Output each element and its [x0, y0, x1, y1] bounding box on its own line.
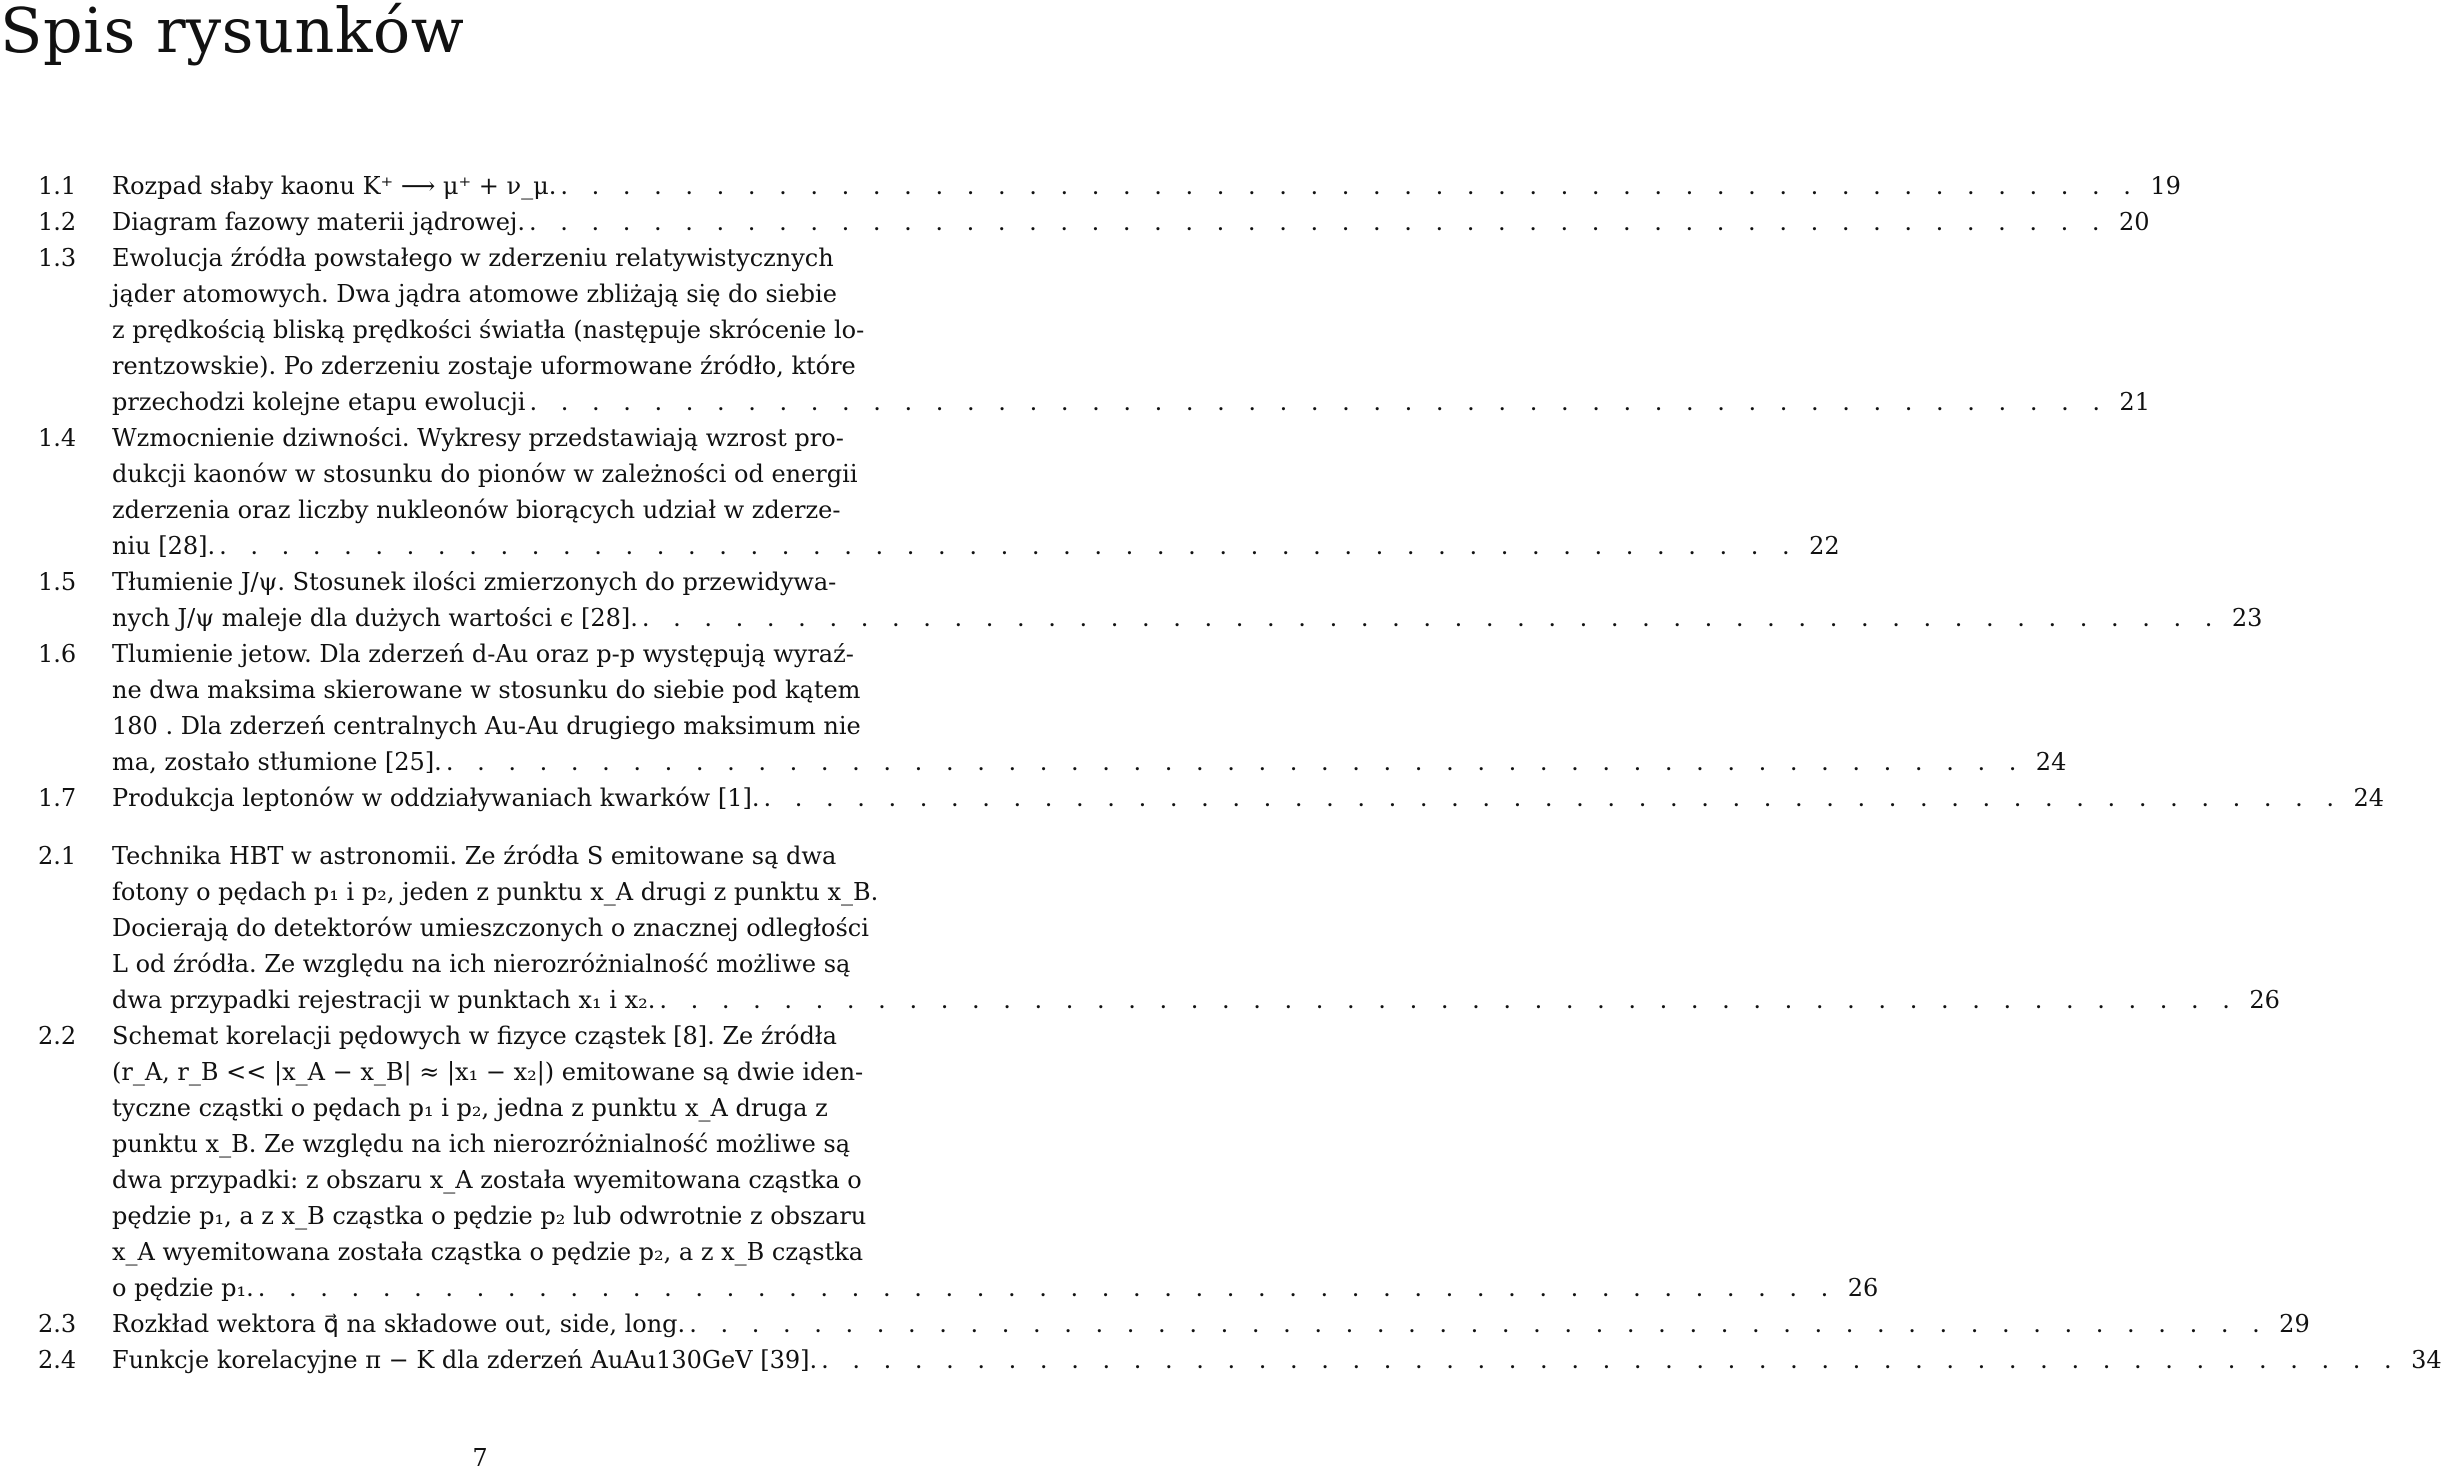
figure-caption — [112, 204, 2150, 240]
page-ref[interactable]: 24 — [2353, 784, 2384, 812]
caption-last-text: Funkcje korelacyjne π − K dla zderzeń AuAu130GeV [39]. — [112, 1346, 818, 1374]
caption-last-text: Rozkład wektora q⃗ na składowe out, side, long. — [112, 1310, 686, 1338]
caption-last-line — [112, 168, 2181, 204]
caption-line: punktu x_B. Ze względu na ich nierozróżnialność możliwe są — [112, 1130, 851, 1158]
dot-leader: . . . . . . . . . . . . . . . . . . . . . . . . . . . . . . . . . . . . . . . . . . . . . . . . . . . — [560, 172, 2139, 200]
caption-line: Ewolucja źródła powstałego w zderzeniu relatywistycznych — [112, 244, 834, 272]
caption-last-line — [112, 204, 2150, 240]
dot-leader: . . . . . . . . . . . . . . . . . . . . . . . . . . . . . . . . . . . . . . . . . . . . . . . . . . . — [529, 388, 2108, 416]
toc-entry[interactable] — [38, 838, 2280, 1018]
toc-entry[interactable] — [38, 168, 2181, 204]
caption-line: z prędkością bliską prędkości światła (następuje skrócenie lo- — [112, 316, 865, 344]
page-ref[interactable]: 23 — [2231, 604, 2263, 632]
caption-last-text: o pędzie p₁. — [112, 1274, 254, 1302]
page-ref[interactable]: 20 — [2118, 208, 2150, 236]
caption-last-line — [112, 528, 1840, 564]
caption-line: dukcji kaonów w stosunku do pionów w zależności od energii — [112, 460, 858, 488]
figure-number: 2.3 — [38, 1310, 77, 1338]
caption-last-line — [112, 780, 2384, 816]
list-of-figures — [38, 168, 2442, 1378]
caption-last-line — [112, 1342, 2442, 1378]
caption-line: tyczne cząstki o pędach p₁ i p₂, jedna z punktu x_A druga z — [112, 1094, 828, 1122]
dot-leader: . . . . . . . . . . . . . . . . . . . . . . . . . . . . . . . . . . . . . . . . . . . . . . . . . . . — [529, 208, 2108, 236]
figure-number: 1.6 — [38, 640, 77, 668]
caption-last-line — [112, 982, 2280, 1018]
toc-entry[interactable] — [38, 780, 2384, 816]
figure-caption — [112, 780, 2384, 816]
figure-number: 1.5 — [38, 568, 77, 596]
caption-last-text: nych J/ψ maleje dla dużych wartości ϵ [28]. — [112, 604, 638, 632]
caption-line: 180 . Dla zderzeń centralnych Au-Au drugiego maksimum nie — [112, 712, 861, 740]
caption-line: fotony o pędach p₁ i p₂, jeden z punktu x_A drugi z punktu x_B. — [112, 878, 879, 906]
figure-number: 2.1 — [38, 842, 77, 870]
caption-line: (r_A, r_B << |x_A − x_B| ≈ |x₁ − x₂|) emitowane są dwie iden- — [112, 1058, 864, 1086]
dot-leader: . . . . . . . . . . . . . . . . . . . . . . . . . . . . . . . . . . . . . . . . . . . . . . . . . . . — [659, 986, 2238, 1014]
caption-last-line — [112, 744, 2067, 780]
caption-last-text: przechodzi kolejne etapu ewolucji — [112, 388, 526, 416]
figure-number: 1.7 — [38, 784, 77, 812]
dot-leader: . . . . . . . . . . . . . . . . . . . . . . . . . . . . . . . . . . . . . . . . . . . . . . . . . . . — [641, 604, 2221, 632]
toc-entry[interactable] — [38, 1018, 1879, 1306]
dot-leader: . . . . . . . . . . . . . . . . . . . . . . . . . . . . . . . . . . . . . . . . . . . . . . . . . . . — [763, 784, 2342, 812]
dot-leader: . . . . . . . . . . . . . . . . . . . . . . . . . . . . . . . . . . . . . . . . . . . . . . . . . . . — [821, 1346, 2400, 1374]
caption-last-line — [112, 600, 2263, 636]
figure-number: 2.2 — [38, 1022, 77, 1050]
caption-line: Schemat korelacji pędowych w fizyce cząstek [8]. Ze źródła — [112, 1022, 837, 1050]
caption-line: Technika HBT w astronomii. Ze źródła S emitowane są dwa — [112, 842, 837, 870]
figure-number: 1.1 — [38, 172, 77, 200]
page-ref[interactable]: 29 — [2279, 1310, 2310, 1338]
toc-entry[interactable] — [38, 564, 2263, 636]
page-title: Spis rysunków — [0, 0, 465, 67]
page-ref[interactable]: 34 — [2411, 1346, 2442, 1374]
figure-number: 1.3 — [38, 244, 77, 272]
toc-entry[interactable] — [38, 204, 2150, 240]
caption-line: pędzie p₁, a z x_B cząstka o pędzie p₂ lub odwrotnie z obszaru — [112, 1202, 867, 1230]
figure-number: 1.2 — [38, 208, 77, 236]
page-ref[interactable]: 21 — [2119, 388, 2150, 416]
caption-line: ne dwa maksima skierowane w stosunku do siebie pod kątem — [112, 676, 861, 704]
caption-line: Tłumienie J/ψ. Stosunek ilości zmierzonych do przewidywa- — [112, 568, 837, 596]
figure-number: 1.4 — [38, 424, 77, 452]
caption-last-text: niu [28]. — [112, 532, 216, 560]
dot-leader: . . . . . . . . . . . . . . . . . . . . . . . . . . . . . . . . . . . . . . . . . . . . . . . . . . . — [219, 532, 1798, 560]
caption-line: dwa przypadki: z obszaru x_A została wyemitowana cząstka o — [112, 1166, 862, 1194]
dot-leader: . . . . . . . . . . . . . . . . . . . . . . . . . . . . . . . . . . . . . . . . . . . . . . . . . . . — [689, 1310, 2268, 1338]
dot-leader: . . . . . . . . . . . . . . . . . . . . . . . . . . . . . . . . . . . . . . . . . . . . . . . . . . . — [445, 748, 2025, 776]
figure-caption — [112, 420, 1840, 564]
caption-last-text: Rozpad słaby kaonu K⁺ ⟶ μ⁺ + ν_μ. — [112, 172, 557, 200]
caption-line: jąder atomowych. Dwa jądra atomowe zbliżają się do siebie — [112, 280, 837, 308]
toc-entry[interactable] — [38, 420, 1840, 564]
caption-line: rentzowskie). Po zderzeniu zostaje uformowane źródło, które — [112, 352, 856, 380]
page-number: 7 — [472, 1444, 488, 1472]
caption-last-line — [112, 384, 2150, 420]
caption-line: Tlumienie jetow. Dla zderzeń d-Au oraz p-p występują wyraź- — [112, 640, 854, 668]
caption-line: L od źródła. Ze względu na ich nierozróżnialność możliwe są — [112, 950, 851, 978]
figure-caption — [112, 1018, 1879, 1306]
caption-line: Docierają do detektorów umieszczonych o znacznej odległości — [112, 914, 869, 942]
caption-last-text: Produkcja leptonów w oddziaływaniach kwarków [1]. — [112, 784, 760, 812]
caption-line: zderzenia oraz liczby nukleonów biorących udział w zderze- — [112, 496, 841, 524]
toc-entry[interactable] — [38, 1342, 2442, 1378]
page-ref[interactable]: 26 — [2249, 986, 2280, 1014]
figure-caption — [112, 168, 2181, 204]
page-ref[interactable]: 26 — [1847, 1274, 1879, 1302]
toc-entry[interactable] — [38, 240, 2150, 420]
caption-line: Wzmocnienie dziwności. Wykresy przedstawiają wzrost pro- — [112, 424, 844, 452]
caption-line: x_A wyemitowana została cząstka o pędzie p₂, a z x_B cząstka — [112, 1238, 864, 1266]
figure-caption — [112, 240, 2150, 420]
figure-caption — [112, 1342, 2442, 1378]
page-ref[interactable]: 24 — [2035, 748, 2067, 776]
figure-caption — [112, 838, 2280, 1018]
group-separator — [38, 816, 960, 838]
dot-leader: . . . . . . . . . . . . . . . . . . . . . . . . . . . . . . . . . . . . . . . . . . . . . . . . . . . — [257, 1274, 1837, 1302]
caption-last-text: Diagram fazowy materii jądrowej. — [112, 208, 525, 236]
caption-last-text: ma, zostało stłumione [25]. — [112, 748, 442, 776]
figure-caption — [112, 564, 2263, 636]
caption-last-line — [112, 1270, 1879, 1306]
toc-entry[interactable] — [38, 636, 2067, 780]
caption-last-line — [112, 1306, 2310, 1342]
figure-caption — [112, 636, 2067, 780]
caption-last-text: dwa przypadki rejestracji w punktach x₁ i x₂. — [112, 986, 656, 1014]
page-ref[interactable]: 22 — [1809, 532, 1840, 560]
toc-entry[interactable] — [38, 1306, 2310, 1342]
figure-caption — [112, 1306, 2310, 1342]
figure-number: 2.4 — [38, 1346, 77, 1374]
page-ref[interactable]: 19 — [2150, 172, 2181, 200]
